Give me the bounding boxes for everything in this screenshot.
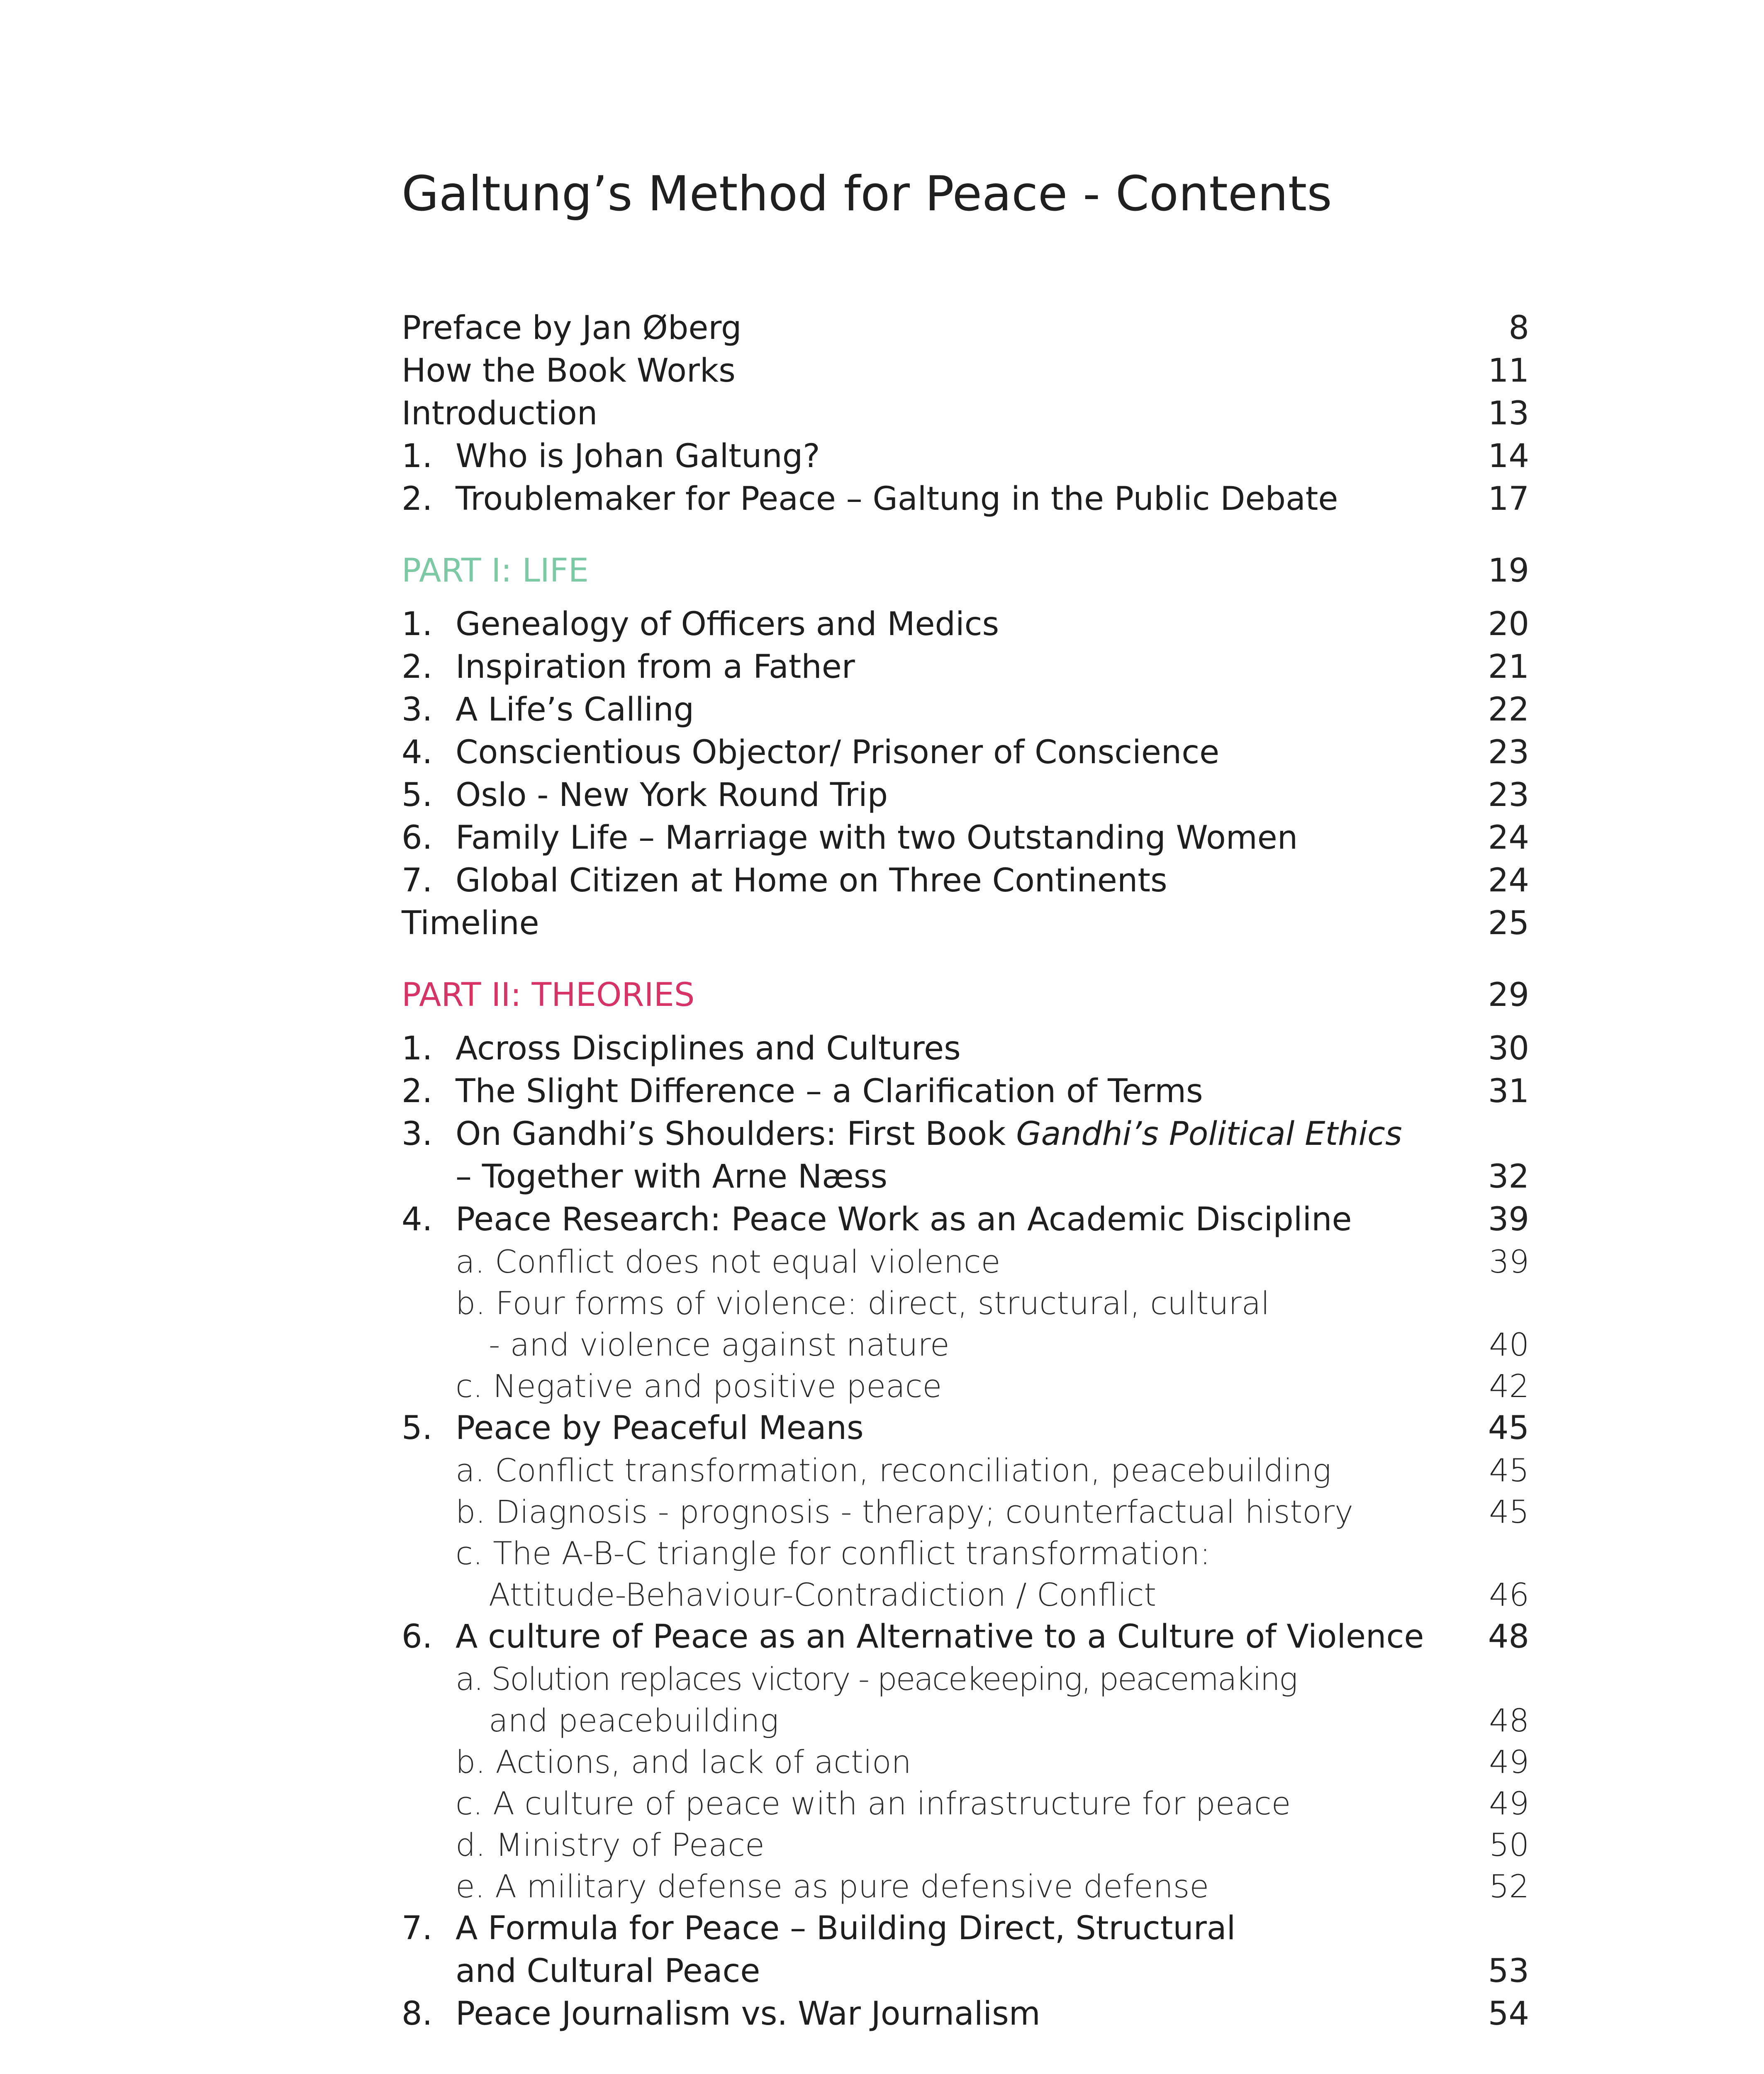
toc-entry[interactable] (402, 646, 1529, 689)
toc-entry-title: A Life’s Calling (456, 691, 694, 728)
toc-entry[interactable] (402, 1407, 1529, 1450)
toc-entry[interactable] (402, 859, 1529, 902)
part-heading-theories[interactable] (402, 974, 1529, 1017)
toc-entry-title: - and violence against nature (489, 1326, 950, 1363)
toc-page-number: 32 (1488, 1158, 1529, 1195)
toc-entry-continuation[interactable] (402, 1156, 1529, 1198)
toc-entry-title: A culture of Peace as an Alternative to a Culture of Violence (456, 1618, 1424, 1655)
toc-entry[interactable] (402, 1993, 1529, 2035)
toc-entry[interactable] (402, 1907, 1529, 1950)
toc-entry-number: 4. (402, 1201, 433, 1238)
toc-subentry[interactable] (402, 1783, 1529, 1824)
toc-entry-title: Peace by Peaceful Means (456, 1409, 864, 1447)
toc-page-number: 45 (1488, 1409, 1529, 1447)
toc-page-number: 30 (1488, 1030, 1529, 1067)
toc-entry[interactable] (402, 774, 1529, 817)
toc-entry-title: Across Disciplines and Cultures (456, 1030, 961, 1067)
toc-page-number: 45 (1489, 1452, 1529, 1489)
toc-entry-title: b. Four forms of violence: direct, structural, cultural (456, 1285, 1270, 1322)
toc-subentry[interactable] (402, 1491, 1529, 1533)
toc-entry-introduction[interactable] (402, 392, 1529, 435)
part-title: PART I: LIFE (402, 552, 589, 589)
toc-entry-title: a. Conflict does not equal violence (456, 1243, 1001, 1280)
toc-subentry[interactable] (402, 1366, 1529, 1407)
toc-entry[interactable] (402, 1616, 1529, 1658)
toc-entry-number: 1. (402, 606, 433, 643)
toc-entry-number: 1. (402, 438, 433, 475)
toc-subentry[interactable] (402, 1533, 1529, 1574)
toc-entry-title: Conscientious Objector/ Prisoner of Conscience (456, 734, 1220, 771)
toc-entry-title: Timeline (402, 905, 539, 942)
toc-page-number: 39 (1489, 1243, 1529, 1280)
toc-page-number: 24 (1488, 862, 1529, 899)
toc-entry-title: and Cultural Peace (456, 1952, 760, 1990)
toc-entry-title: d. Ministry of Peace (456, 1826, 765, 1863)
toc-entry-title: c. The A-B-C triangle for conflict transformation: (456, 1535, 1211, 1572)
toc-page-number: 19 (1488, 552, 1529, 589)
toc-entry-title: How the Book Works (402, 352, 736, 389)
toc-page-number: 48 (1488, 1618, 1529, 1655)
toc-entry[interactable] (402, 1070, 1529, 1113)
toc-page-number: 23 (1488, 777, 1529, 814)
toc-page-number: 25 (1488, 905, 1529, 942)
toc-entry-number: 2. (402, 480, 433, 518)
toc-page-number: 17 (1488, 480, 1529, 518)
toc-subentry-continuation[interactable] (402, 1574, 1529, 1616)
toc-page-number: 14 (1488, 438, 1529, 475)
toc-entry-who-is-galtung[interactable] (402, 435, 1529, 478)
toc-page-number: 40 (1489, 1326, 1529, 1363)
toc-page-number: 23 (1488, 734, 1529, 771)
part-title: PART II: THEORIES (402, 976, 695, 1014)
toc-entry-number: 3. (402, 1115, 433, 1153)
toc-entry-number: 7. (402, 862, 433, 899)
toc-entry-title: – Together with Arne Næss (456, 1158, 888, 1195)
toc-entry[interactable] (402, 1113, 1529, 1156)
toc-page-number: 20 (1488, 606, 1529, 643)
toc-entry-title: c. A culture of peace with an infrastructure for peace (456, 1785, 1291, 1822)
toc-entry-number: 2. (402, 648, 433, 686)
toc-entry-title: Who is Johan Galtung? (456, 438, 820, 475)
toc-page-number: 22 (1488, 691, 1529, 728)
toc-subentry[interactable] (402, 1658, 1529, 1700)
toc-entry-title: Troublemaker for Peace – Galtung in the Public Debate (456, 480, 1338, 518)
toc-page-number: 52 (1489, 1868, 1529, 1905)
toc-entry-title: and peacebuilding (489, 1702, 779, 1739)
toc-entry-title: The Slight Difference – a Clarification of Terms (456, 1073, 1203, 1110)
toc-entry-title: b. Diagnosis - prognosis - therapy; counterfactual history (456, 1493, 1353, 1530)
toc-page-number: 39 (1488, 1201, 1529, 1238)
toc-entry-number: 5. (402, 777, 433, 814)
toc-entry-title: Introduction (402, 395, 598, 432)
toc-entry-number: 3. (402, 691, 433, 728)
toc-page-number: 49 (1489, 1785, 1529, 1822)
toc-entry-title: Genealogy of Officers and Medics (456, 606, 999, 643)
toc-page-number: 48 (1489, 1702, 1529, 1739)
toc-entry-title: b. Actions, and lack of action (456, 1743, 911, 1780)
toc-page-number: 50 (1489, 1826, 1529, 1863)
toc-page-number: 24 (1488, 819, 1529, 857)
page-title: Galtung’s Method for Peace - Contents (402, 166, 1332, 222)
toc-entry-timeline[interactable] (402, 902, 1529, 945)
table-of-contents (402, 307, 1529, 2035)
toc-entry-title: Oslo - New York Round Trip (456, 777, 888, 814)
toc-entry-title: c. Negative and positive peace (456, 1368, 942, 1405)
toc-entry-title: Global Citizen at Home on Three Continents (456, 862, 1167, 899)
toc-subentry-continuation[interactable] (402, 1700, 1529, 1741)
toc-subentry[interactable] (402, 1741, 1529, 1783)
toc-page-number: 31 (1488, 1073, 1529, 1110)
toc-entry[interactable] (402, 817, 1529, 859)
toc-page-number: 13 (1488, 395, 1529, 432)
toc-entry-title-part: On Gandhi’s Shoulders: First Book (456, 1115, 1016, 1153)
toc-entry[interactable] (402, 1198, 1529, 1241)
toc-subentry[interactable] (402, 1824, 1529, 1866)
toc-entry-title: Family Life – Marriage with two Outstanding Women (456, 819, 1298, 857)
toc-entry-number: 8. (402, 1995, 433, 2033)
toc-page-number: 29 (1488, 976, 1529, 1014)
toc-entry-title (456, 1113, 1402, 1156)
toc-entry[interactable] (402, 731, 1529, 774)
toc-entry[interactable] (402, 603, 1529, 646)
toc-entry-number: 1. (402, 1030, 433, 1067)
toc-entry-number: 5. (402, 1409, 433, 1447)
toc-entry[interactable] (402, 689, 1529, 731)
toc-subentry[interactable] (402, 1241, 1529, 1283)
toc-entry-title: Peace Journalism vs. War Journalism (456, 1995, 1040, 2033)
toc-entry-number: 6. (402, 1618, 433, 1655)
toc-entry-title: a. Conflict transformation, reconciliation, peacebuilding (456, 1452, 1331, 1489)
toc-entry-title: Peace Research: Peace Work as an Academic Discipline (456, 1201, 1352, 1238)
toc-page-number: 45 (1489, 1493, 1529, 1530)
toc-page-number: 21 (1488, 648, 1529, 686)
toc-entry-title: Preface by Jan Øberg (402, 309, 742, 347)
toc-subentry[interactable] (402, 1283, 1529, 1324)
toc-entry-number: 7. (402, 1910, 433, 1947)
toc-page-number: 46 (1489, 1576, 1529, 1613)
toc-page-number: 54 (1488, 1995, 1529, 2033)
toc-entry-title: A Formula for Peace – Building Direct, Structural (456, 1910, 1236, 1947)
toc-entry-troublemaker[interactable] (402, 478, 1529, 521)
toc-page-number: 49 (1489, 1743, 1529, 1780)
toc-entry-how-book-works[interactable] (402, 350, 1529, 392)
toc-entry-preface[interactable] (402, 307, 1529, 350)
toc-subentry[interactable] (402, 1450, 1529, 1491)
toc-subentry[interactable] (402, 1866, 1529, 1907)
toc-entry[interactable] (402, 1027, 1529, 1070)
toc-entry-number: 6. (402, 819, 433, 857)
toc-entry-title: e. A military defense as pure defensive defense (456, 1868, 1209, 1905)
toc-entry-number: 2. (402, 1073, 433, 1110)
toc-entry-continuation[interactable] (402, 1950, 1529, 1993)
toc-entry-title: Attitude-Behaviour-Contradiction / Conflict (489, 1576, 1157, 1613)
part-heading-life[interactable] (402, 550, 1529, 592)
toc-page-number: 53 (1488, 1952, 1529, 1990)
toc-page-number: 42 (1489, 1368, 1529, 1405)
toc-subentry-continuation[interactable] (402, 1324, 1529, 1366)
toc-entry-title: a. Solution replaces victory - peacekeeping, peacemaking (456, 1660, 1297, 1697)
toc-entry-number: 4. (402, 734, 433, 771)
book-title: Gandhi’s Political Ethics (1016, 1115, 1402, 1153)
toc-page-number: 8 (1508, 309, 1529, 347)
toc-page-number: 11 (1488, 352, 1529, 389)
toc-entry-title: Inspiration from a Father (456, 648, 855, 686)
